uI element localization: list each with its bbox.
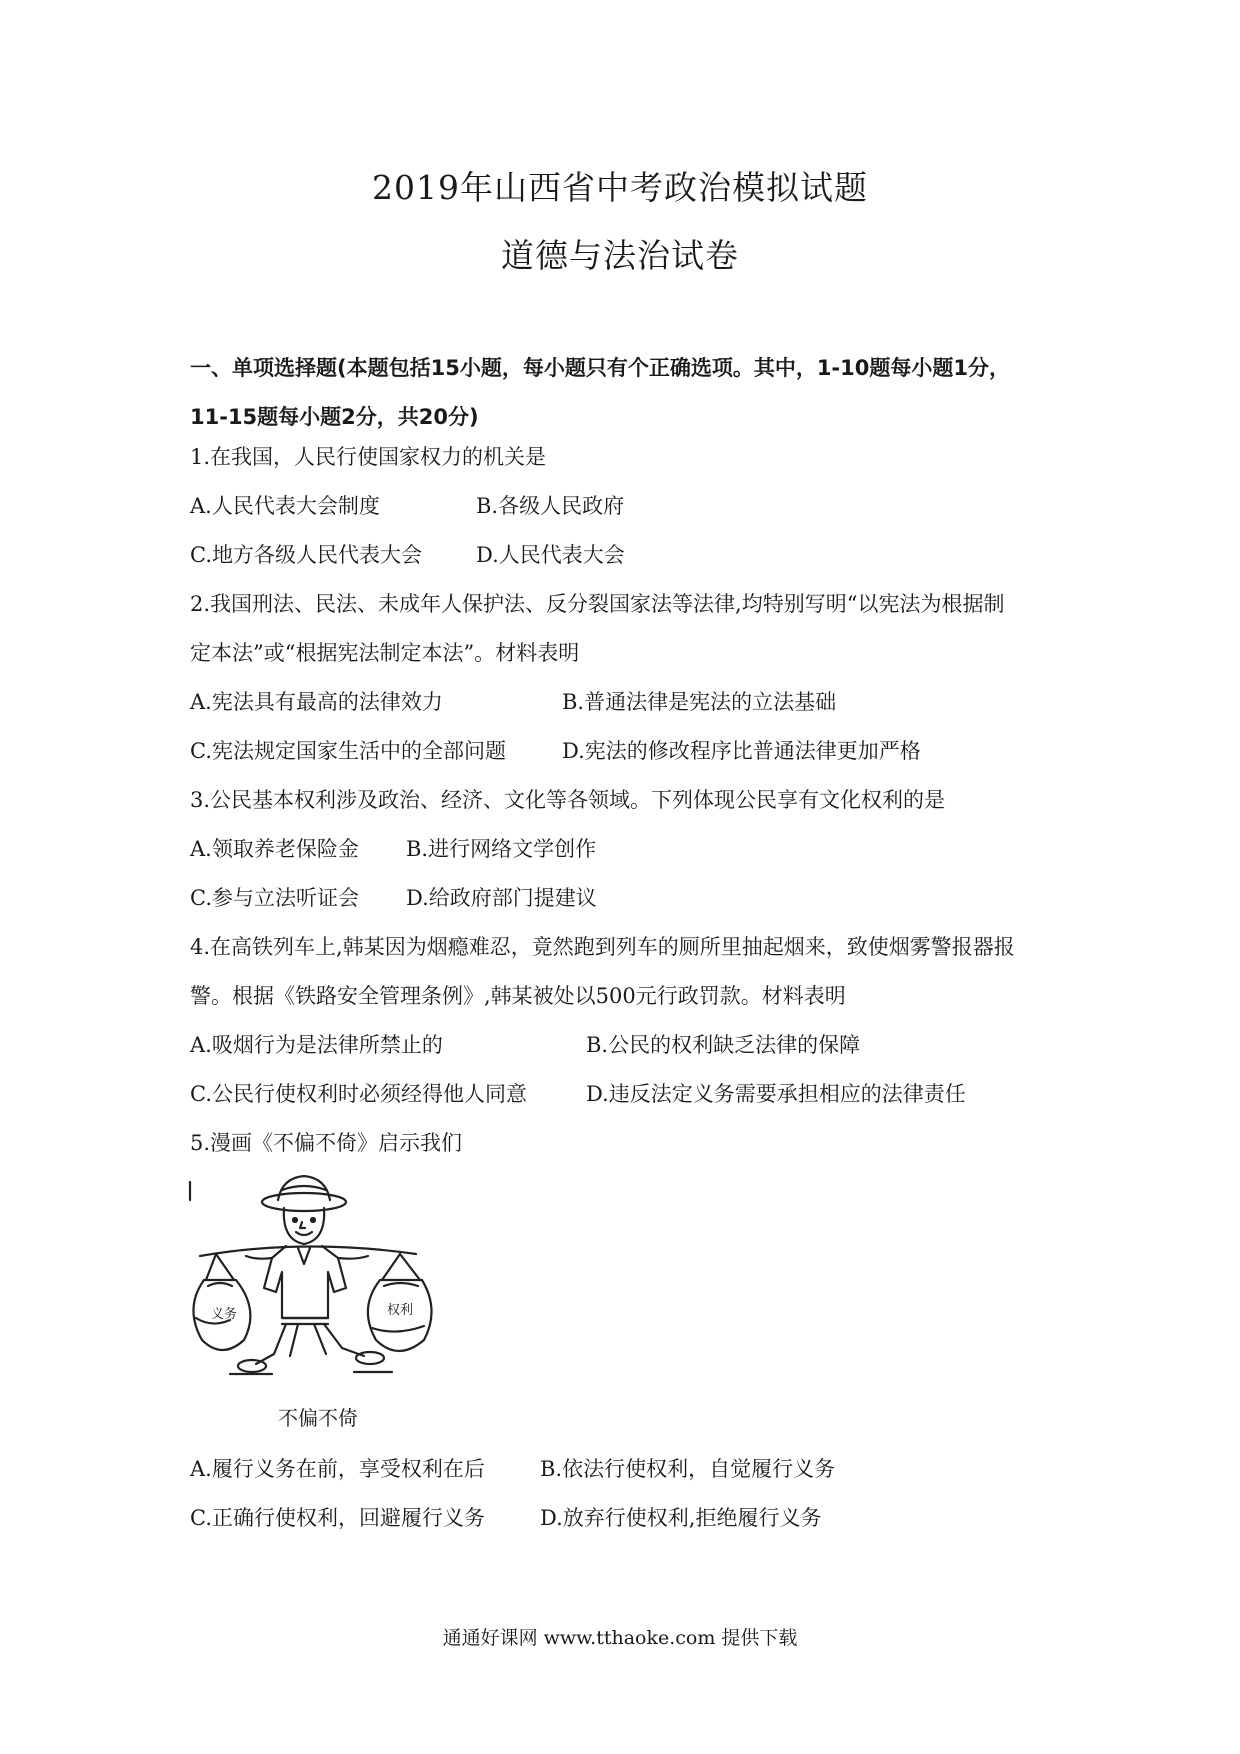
q5-option-b: B.依法行使权利，自觉履行义务	[540, 1457, 836, 1481]
q5-option-a: A.履行义务在前，享受权利在后	[190, 1457, 485, 1481]
question-1-stem: 1.在我国，人民行使国家权力的机关是	[190, 445, 547, 469]
q3-option-c: C.参与立法听证会	[190, 886, 359, 910]
q4-option-c: C.公民行使权利时必须经得他人同意	[190, 1082, 527, 1106]
q5-option-d: D.放弃行使权利,拒绝履行义务	[540, 1506, 822, 1530]
exam-subtitle: 道德与法治试卷	[501, 236, 739, 275]
q1-option-d: D.人民代表大会	[476, 543, 625, 567]
cartoon-caption: 不偏不倚	[278, 1406, 358, 1430]
question-2-stem-line-1: 2.我国刑法、民法、未成年人保护法、反分裂国家法等法律,均特别写明“以宪法为根据制	[190, 592, 1005, 616]
q1-option-a: A.人民代表大会制度	[190, 494, 380, 518]
cartoon-bag-left-label: 义务	[210, 1307, 238, 1322]
q2-option-c: C.宪法规定国家生活中的全部问题	[190, 739, 506, 763]
question-4-stem-line-1: 4.在高铁列车上,韩某因为烟瘾难忍，竟然跑到列车的厕所里抽起烟来，致使烟雾警报器报	[190, 935, 1015, 959]
page-footer: 通通好课网 www.tthaoke.com 提供下载	[442, 1627, 798, 1649]
q1-option-b: B.各级人民政府	[476, 494, 625, 518]
question-3-stem: 3.公民基本权利涉及政治、经济、文化等各领域。下列体现公民享有文化权利的是	[190, 788, 946, 812]
q4-option-d: D.违反法定义务需要承担相应的法律责任	[586, 1082, 966, 1106]
q2-option-b: B.普通法律是宪法的立法基础	[562, 690, 837, 714]
q3-option-d: D.给政府部门提建议	[406, 886, 597, 910]
question-4-stem-line-2: 警。根据《铁路安全管理条例》,韩某被处以500元行政罚款。材料表明	[190, 984, 846, 1008]
q4-option-b: B.公民的权利缺乏法律的保障	[586, 1033, 861, 1057]
section-line-1: 一、单项选择题(本题包括15小题，每小题只有个正确选项。其中，1-10题每小题1分，	[190, 356, 1010, 380]
question-5-stem: 5.漫画《不偏不倚》启示我们	[190, 1131, 463, 1155]
q1-option-c: C.地方各级人民代表大会	[190, 543, 422, 567]
q5-option-c: C.正确行使权利，回避履行义务	[190, 1506, 485, 1530]
q4-option-a: A.吸烟行为是法律所禁止的	[190, 1033, 443, 1057]
q3-option-b: B.进行网络文学创作	[406, 837, 597, 861]
cartoon-illustration	[186, 1168, 466, 1388]
section-instruction	[190, 344, 1070, 442]
q2-option-d: D.宪法的修改程序比普通法律更加严格	[562, 739, 921, 763]
q3-option-a: A.领取养老保险金	[190, 837, 359, 861]
cartoon-bag-right-label: 权利	[386, 1303, 414, 1318]
exam-title: 2019年山西省中考政治模拟试题	[372, 168, 868, 207]
section-line-2: 11-15题每小题2分，共20分)	[190, 405, 479, 429]
question-2-stem-line-2: 定本法”或“根据宪法制定本法”。材料表明	[190, 641, 580, 665]
q2-option-a: A.宪法具有最高的法律效力	[190, 690, 443, 714]
